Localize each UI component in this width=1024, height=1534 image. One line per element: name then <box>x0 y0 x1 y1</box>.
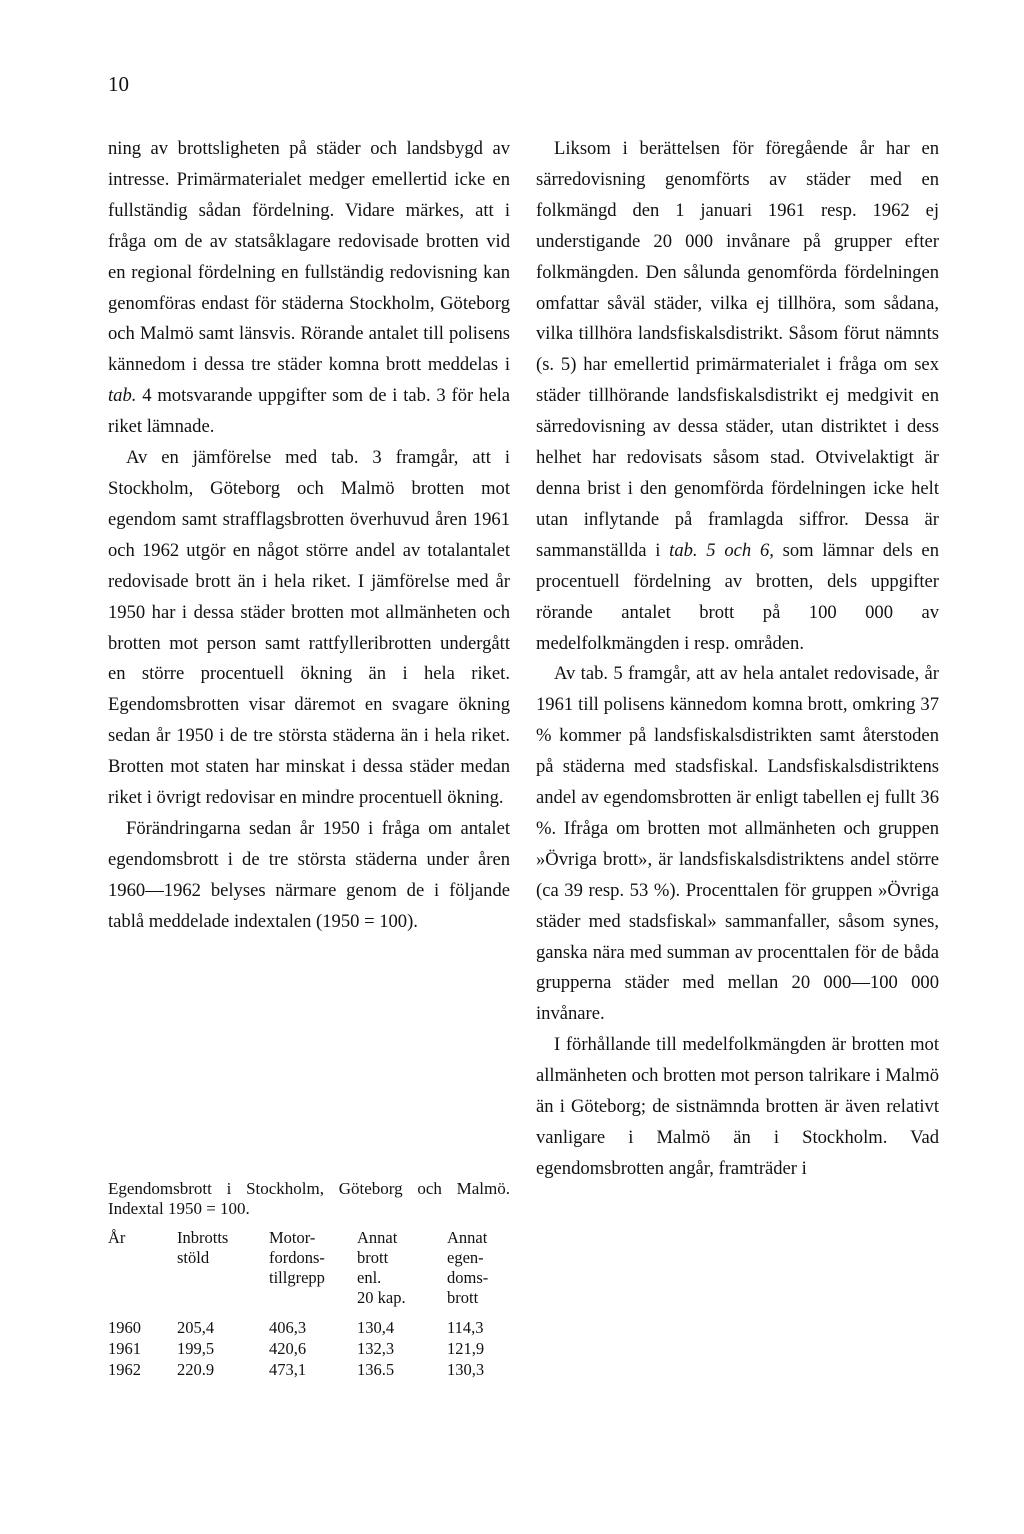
left-column <box>108 134 510 938</box>
table-cell: 121,9 <box>447 1339 485 1358</box>
table-cell: 1961 <box>108 1339 141 1358</box>
right-paragraph-2: Av tab. 5 framgår, att av hela antalet redovisade, år 1961 till polisens kännedom komna brott, omkring 37 % kommer på landsfiskalsdistrikten samt återstoden på städerna med stadsfiskal. Landsfiskalsdistriktens andel av egendomsbrotten är enligt tabellen ej fullt 36 %. Ifråga om brotten mot allmänheten och gruppen »Övriga brott», är landsfiskalsdistriktens andel större (ca 39 resp. 53 %). Procenttalen för gruppen »Övriga städer med stadsfiskal» sammanfaller, såsom synes, ganska nära med summan av procenttalen för de båda grupperna städer med mellan 20 000—100 000 invånare. <box>536 663 939 1025</box>
table-header-cell: Annat egen- doms- brott <box>447 1228 489 1307</box>
left-paragraph-3: Förändringarna sedan år 1950 i fråga om antalet egendomsbrott i de tre största städerna under åren 1960—1962 belyses närmare genom de i följande tablå meddelade indextalen (1950 = 100). <box>108 817 510 932</box>
table-cell: 1962 <box>108 1360 141 1379</box>
table-row <box>108 1360 510 1381</box>
table-cell: 114,3 <box>447 1318 484 1337</box>
right-paragraph-3: I förhållande till medelfolkmängden är brotten mot allmänheten och brotten mot person talrikare i Malmö än i Göteborg; de sistnämnda brotten är även relativt vanligare i Malmö än i Stockholm. Vad egendomsbrotten angår, framträder i <box>536 1034 939 1179</box>
table-cell: 199,5 <box>177 1339 215 1358</box>
table-cell: 473,1 <box>269 1360 307 1379</box>
table-cell: 136.5 <box>357 1360 395 1379</box>
table-header-cell: Annat brott enl. 20 kap. <box>357 1228 406 1307</box>
page-number: 10 <box>108 72 129 96</box>
table-reference: tab. 5 och 6, <box>669 539 774 561</box>
table-cell: 130,3 <box>447 1360 485 1379</box>
table-caption: Egendomsbrott i Stockholm, Göteborg och Malmö. Indextal 1950 = 100. <box>108 1179 510 1218</box>
table-row <box>108 1318 510 1339</box>
table-row <box>108 1339 510 1360</box>
left-paragraph-1: ning av brottsligheten på städer och landsbygd av intresse. Primärmaterialet medger emellertid icke en fullständig sådan fördelning. Vidare märkes, att i fråga om de av statsåklagare redovisade brotten vid en regional fördelning en fullständig redovisning kan genomföras endast för städerna Stockholm, Göteborg och Malmö samt länsvis. Rörande antalet till polisens kännedom i dessa tre städer komna brott meddelas i tab. 4 motsvarande uppgifter som de i tab. 3 för hela riket lämnade. <box>108 138 510 438</box>
table-cell: 406,3 <box>269 1318 307 1337</box>
table-cell: 420,6 <box>269 1339 307 1358</box>
table-header-cell: Motor- fordons- tillgrepp <box>269 1228 325 1287</box>
table-header-row <box>108 1228 510 1312</box>
table-cell: 220.9 <box>177 1360 215 1379</box>
right-paragraph-1: Liksom i berättelsen för föregående år har en särredovisning genomförts av städer med en folkmängd den 1 januari 1961 resp. 1962 ej understigande 20 000 invånare på grupper efter folkmängden. Den sålunda genomförda fördelningen omfattar såväl städer, vilka ej tillhöra, som sådana, vilka tillhöra landsfiskalsdistrikt. Såsom förut nämnts (s. 5) har emellertid primärmaterialet i fråga om sex städer tillhörande landsfiskalsdistrikt ej medgivit en särredovisning av dessa städer, utan distriktet i dess helhet har redovisats såsom stad. Otvivelaktigt är denna brist i den genomförda fördelningen icke helt utan inflytande på framlagda siffror. Dessa är sammanställda i tab. 5 och 6, som lämnar dels en procentuell fördelning av brotten, dels uppgifter rörande antalet brott på 100 000 av medelfolkmängden i resp. områden. <box>536 138 939 654</box>
table-cell: 130,4 <box>357 1318 395 1337</box>
table-reference: tab. <box>108 385 137 407</box>
table-cell: 1960 <box>108 1318 141 1337</box>
right-column <box>536 134 939 1185</box>
table-header-cell: År <box>108 1228 126 1247</box>
table-cell: 132,3 <box>357 1339 395 1358</box>
table-header-cell: Inbrotts stöld <box>177 1228 229 1267</box>
table-cell: 205,4 <box>177 1318 215 1337</box>
left-paragraph-2: Av en jämförelse med tab. 3 framgår, att i Stockholm, Göteborg och Malmö brotten mot egendom samt strafflagsbrotten överhuvud åren 1961 och 1962 utgör en något större andel av totalantalet redovisade brott än i hela riket. I jämförelse med år 1950 har i dessa städer brotten mot allmänheten och brotten mot person samt rattfylleribrotten undergått en större procentuell ökning än i hela riket. Egendomsbrotten visar däremot en svagare ökning sedan år 1950 i de tre största städerna än i hela riket. Brotten mot staten har minskat i dessa städer medan riket i övrigt redovisar en mindre procentuell ökning. <box>108 447 510 809</box>
